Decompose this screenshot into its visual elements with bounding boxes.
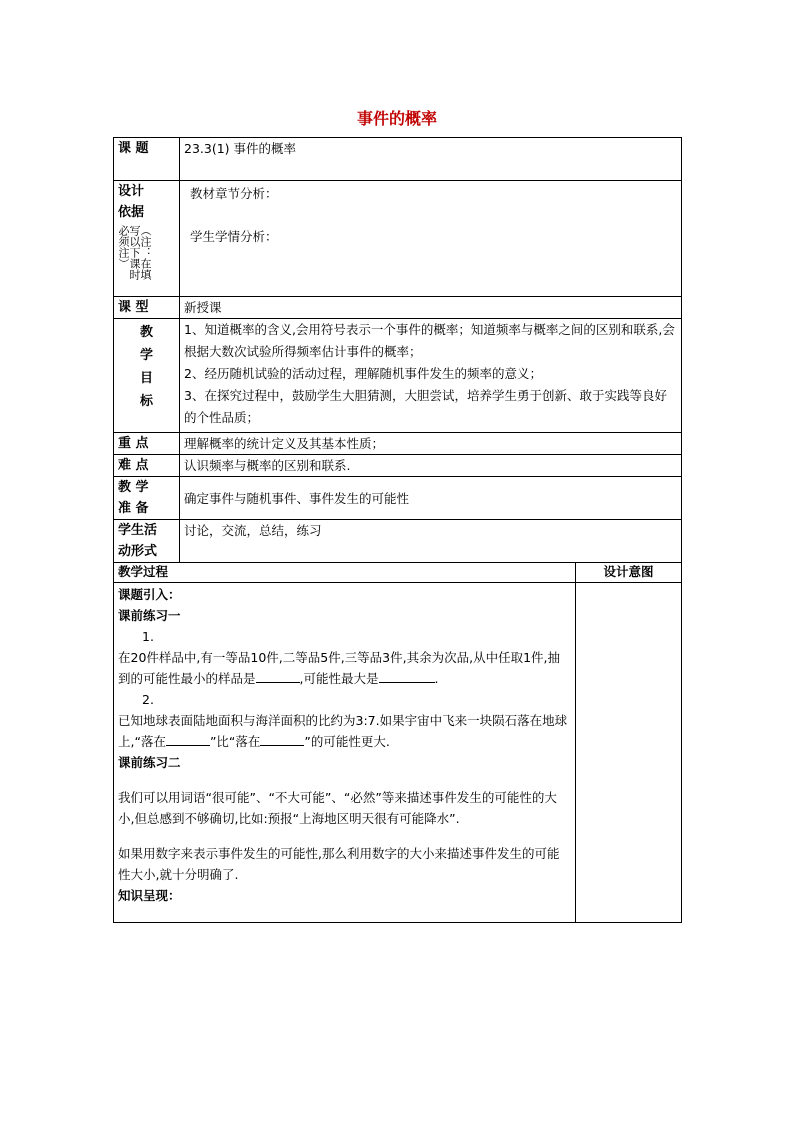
process-header-right: 设计意图 bbox=[576, 563, 682, 583]
design-basis-label-line1: 设计 bbox=[118, 184, 145, 199]
preparation-label bbox=[114, 477, 180, 520]
question1-part-a: 在20件样品中,有一等品10件,二等品5件,三等品3件,其余为次品,从中任取1件,抽到的可能性最小的样品是 bbox=[118, 650, 561, 686]
paragraph-2: 如果用数字来表示事件发生的可能性,那么利用数字的大小来描述事件发生的可能性大小,就十分明确了. bbox=[118, 846, 560, 882]
question2-part-c: ”的可能性更大. bbox=[304, 734, 390, 749]
knowledge-label: 知识呈现： bbox=[118, 888, 181, 903]
practice1-title: 课前练习一 bbox=[118, 608, 181, 623]
goals-content bbox=[180, 319, 682, 433]
goals-label-char: 目 bbox=[139, 371, 153, 386]
activity-value: 讨论，交流，总结，练习 bbox=[180, 520, 682, 563]
goal-item: 1、知道概率的含义,会用符号表示一个事件的概率；知道频率与概率之间的区别和联系,会根据大数次试验所得频率估计事件的概率； bbox=[184, 322, 675, 359]
paragraph-1: 我们可以用词语“很可能”、“不大可能”、“必然”等来描述事件发生的可能性的大小,但总感到不够确切,比如:预报“上海地区明天很有可能降水”. bbox=[118, 790, 557, 826]
design-basis-note: （注：在填写以下课时必须注） bbox=[117, 225, 152, 280]
question1-text bbox=[118, 647, 571, 689]
goal-item: 3、在探究过程中，鼓励学生大胆猜测，大胆尝试，培养学生勇于创新、敢于实践等良好的个性品质； bbox=[184, 388, 667, 425]
question2-number: 2. bbox=[142, 692, 154, 707]
question2-part-a: 已知地球表面陆地面积与海洋面积的比约为3:7.如果宇宙中飞来一块陨石落在地球上,“落在 bbox=[118, 713, 568, 749]
practice2-title: 课前练习二 bbox=[118, 755, 181, 770]
row-preparation bbox=[114, 477, 682, 520]
process-header-left: 教学过程 bbox=[114, 563, 576, 583]
answer-blank bbox=[256, 668, 300, 683]
preparation-value: 确定事件与随机事件、事件发生的可能性 bbox=[180, 477, 682, 520]
goal-item: 2、经历随机试验的活动过程，理解随机事件发生的频率的意义； bbox=[184, 366, 542, 381]
intro-label: 课题引入： bbox=[118, 587, 181, 602]
row-topic bbox=[114, 138, 682, 181]
question1-part-c: . bbox=[434, 671, 439, 686]
topic-value: 23.3(1) 事件的概率 bbox=[180, 138, 682, 181]
answer-blank bbox=[260, 731, 304, 746]
difficulty-label: 难 点 bbox=[114, 455, 180, 477]
row-activity bbox=[114, 520, 682, 563]
activity-label bbox=[114, 520, 180, 563]
row-process-body bbox=[114, 583, 682, 923]
question2-text bbox=[118, 710, 571, 752]
preparation-label-line1: 教 学 bbox=[118, 480, 149, 495]
textbook-analysis-label: 教材章节分析： bbox=[190, 186, 278, 201]
topic-label: 课 题 bbox=[114, 138, 180, 181]
goals-label-char: 教 bbox=[139, 325, 153, 340]
lesson-type-label: 课 型 bbox=[114, 297, 180, 319]
row-key-point bbox=[114, 433, 682, 455]
design-basis-label bbox=[114, 181, 180, 297]
row-difficulty bbox=[114, 455, 682, 477]
activity-label-line2: 动形式 bbox=[118, 544, 158, 559]
row-goals bbox=[114, 319, 682, 433]
design-basis-label-line2: 依据 bbox=[118, 205, 145, 220]
preparation-label-line2: 准 备 bbox=[118, 501, 149, 516]
row-design-basis bbox=[114, 181, 682, 297]
lesson-type-value: 新授课 bbox=[180, 297, 682, 319]
row-process-header bbox=[114, 563, 682, 583]
key-point-value: 理解概率的统计定义及其基本性质； bbox=[180, 433, 682, 455]
design-basis-content bbox=[180, 181, 682, 297]
goals-label-char: 标 bbox=[139, 394, 153, 409]
process-body bbox=[114, 583, 576, 923]
question1-number: 1. bbox=[142, 629, 154, 644]
design-intent-cell bbox=[576, 583, 682, 923]
activity-label-line1: 学生活 bbox=[118, 523, 158, 538]
lesson-plan-table bbox=[113, 137, 682, 923]
question2-part-b: ”比“落在 bbox=[209, 734, 261, 749]
difficulty-value: 认识频率与概率的区别和联系. bbox=[180, 455, 682, 477]
key-point-label: 重 点 bbox=[114, 433, 180, 455]
student-analysis-label: 学生学情分析： bbox=[190, 229, 278, 244]
page-title: 事件的概率 bbox=[356, 109, 437, 128]
answer-blank bbox=[379, 668, 435, 683]
goals-label bbox=[114, 319, 180, 433]
row-lesson-type bbox=[114, 297, 682, 319]
answer-blank bbox=[166, 731, 210, 746]
goals-label-char: 学 bbox=[139, 348, 153, 363]
question1-part-b: ,可能性最大是 bbox=[299, 671, 379, 686]
